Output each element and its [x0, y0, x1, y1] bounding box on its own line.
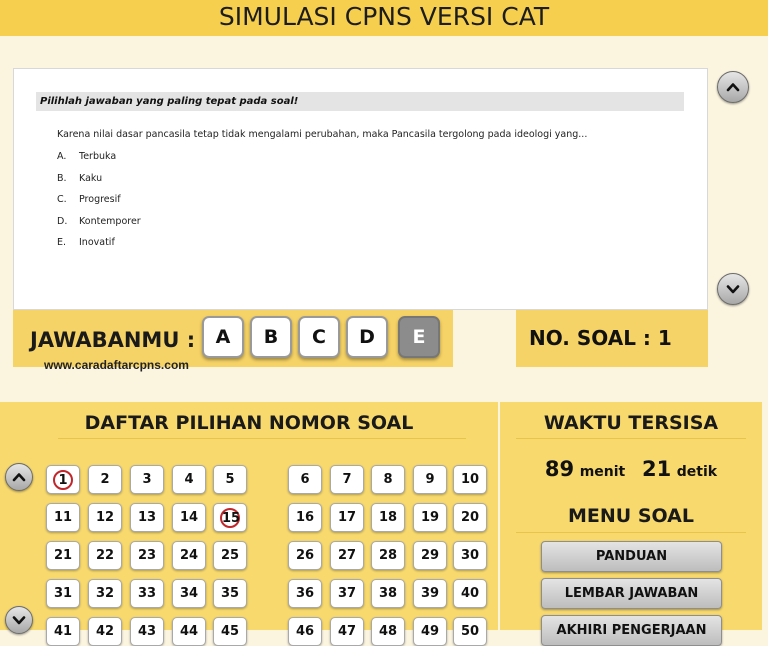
question-number-button[interactable]	[46, 617, 80, 646]
timer-minutes: 89	[544, 457, 575, 481]
question-number-label: 35	[220, 586, 240, 601]
question-text: Karena nilai dasar pancasila tetap tidak mengalami perubahan, maka Pancasila tergolong pada ideologi yang...	[57, 129, 588, 140]
question-number-label: 50	[460, 624, 480, 639]
question-number-button[interactable]	[46, 465, 80, 494]
watermark: www.caradaftarcpns.com	[44, 358, 189, 372]
chevron-down-icon	[725, 281, 741, 297]
question-number-button[interactable]	[213, 465, 247, 494]
question-number-button[interactable]	[172, 465, 206, 494]
question-number-button[interactable]	[413, 617, 447, 646]
question-number-label: 29	[420, 548, 440, 563]
question-number-button[interactable]	[172, 503, 206, 532]
question-number-label: 30	[460, 548, 480, 563]
question-number-label: 43	[137, 624, 157, 639]
question-number-button[interactable]	[130, 579, 164, 608]
question-number-label: 22	[95, 548, 115, 563]
question-number-label: 21	[53, 548, 73, 563]
option-letter: D.	[57, 215, 68, 227]
question-number-label: 27	[337, 548, 357, 563]
question-number-button[interactable]	[413, 503, 447, 532]
option-c	[57, 194, 141, 216]
question-number-button[interactable]	[288, 541, 322, 570]
question-list-title: DAFTAR PILIHAN NOMOR SOAL	[84, 412, 414, 434]
question-number-button[interactable]	[172, 617, 206, 646]
question-number-button[interactable]	[88, 503, 122, 532]
question-number-button[interactable]	[130, 617, 164, 646]
question-number-button[interactable]	[330, 579, 364, 608]
option-text: Kaku	[79, 172, 103, 184]
menu-title: MENU SOAL	[568, 505, 694, 527]
question-number-label: 7	[342, 472, 352, 487]
option-e	[57, 237, 141, 259]
timer-seconds-unit: detik	[676, 464, 718, 480]
answer-button-a[interactable]: A	[202, 316, 244, 358]
question-number-label: 49	[420, 624, 440, 639]
option-text: Terbuka	[79, 151, 117, 162]
question-number-label: 17	[337, 510, 357, 525]
question-number-label: 37	[337, 586, 357, 601]
question-number-button[interactable]	[330, 617, 364, 646]
question-number-button[interactable]	[371, 541, 405, 570]
option-text: Kontemporer	[79, 215, 141, 227]
chevron-up-icon	[725, 79, 741, 95]
question-number-label: 45	[220, 624, 240, 639]
question-number-label: 31	[53, 586, 73, 601]
answer-button-d[interactable]: D	[346, 316, 388, 358]
question-number-button[interactable]	[371, 465, 405, 494]
timer-display	[500, 457, 762, 481]
question-number-button[interactable]	[130, 465, 164, 494]
question-panel	[13, 68, 708, 310]
question-number-label: 23	[137, 548, 157, 563]
question-number-label: 41	[53, 624, 73, 639]
question-number-label: 24	[179, 548, 199, 563]
option-letter: E.	[57, 237, 67, 248]
question-number-button[interactable]	[288, 579, 322, 608]
question-scroll-down-button[interactable]	[717, 273, 749, 305]
timer-title: WAKTU TERSISA	[543, 412, 719, 434]
question-number-button[interactable]	[453, 465, 487, 494]
question-number-button[interactable]	[88, 541, 122, 570]
question-number-label: 3	[142, 472, 152, 487]
question-number-button[interactable]	[46, 541, 80, 570]
question-number-button[interactable]	[88, 465, 122, 494]
list-scroll-down-button[interactable]	[5, 606, 33, 634]
question-number-button[interactable]	[371, 617, 405, 646]
divider	[58, 438, 466, 439]
question-number-button[interactable]	[130, 541, 164, 570]
question-number-label: 46	[295, 624, 315, 639]
list-scroll-up-button[interactable]	[5, 463, 33, 491]
finish-button[interactable]: AKHIRI PENGERJAAN	[541, 615, 722, 646]
timer-minutes-unit: menit	[579, 464, 626, 480]
chevron-up-icon	[11, 469, 27, 485]
question-number-label: 8	[383, 472, 393, 487]
question-number-label: 42	[95, 624, 115, 639]
question-number-label: 32	[95, 586, 115, 601]
question-number-label: 47	[337, 624, 357, 639]
question-number-button[interactable]	[46, 579, 80, 608]
question-number-button[interactable]	[371, 579, 405, 608]
question-number-label: 44	[179, 624, 199, 639]
question-number-label: 16	[295, 510, 315, 525]
question-number-label: 40	[460, 586, 480, 601]
option-letter: A.	[57, 151, 67, 162]
question-number-button[interactable]	[213, 541, 247, 570]
question-number-label: 11	[53, 510, 73, 525]
question-number-button[interactable]	[88, 579, 122, 608]
question-number-button[interactable]	[453, 579, 487, 608]
question-number-button[interactable]	[413, 465, 447, 494]
question-number-label: 10	[460, 472, 480, 487]
guide-button[interactable]: PANDUAN	[541, 541, 722, 572]
question-number-label: 12	[95, 510, 115, 525]
answer-button-c[interactable]: C	[298, 316, 340, 358]
question-number-label: 2	[100, 472, 110, 487]
question-number-label: 26	[295, 548, 315, 563]
question-number-button[interactable]	[288, 465, 322, 494]
app-header	[0, 0, 768, 36]
answer-label: JAWABANMU :	[30, 328, 196, 352]
option-letter: C.	[57, 194, 67, 205]
question-number-label: 20	[460, 510, 480, 525]
question-number-label: 6	[300, 472, 310, 487]
app-title: SIMULASI CPNS VERSI CAT	[218, 2, 550, 31]
side-panel	[500, 402, 762, 638]
question-number-button[interactable]	[213, 579, 247, 608]
question-number-label: 28	[378, 548, 398, 563]
option-letter: B.	[57, 172, 67, 184]
question-number-button[interactable]	[330, 465, 364, 494]
question-number-button[interactable]	[130, 503, 164, 532]
question-number-label: 15	[220, 508, 240, 528]
option-text: Progresif	[79, 194, 121, 205]
question-number-button[interactable]	[172, 541, 206, 570]
question-number-label: 33	[137, 586, 157, 601]
chevron-down-icon	[11, 612, 27, 628]
question-number-button[interactable]	[413, 579, 447, 608]
timer-seconds: 21	[641, 457, 672, 481]
option-b	[57, 173, 141, 195]
question-number-button[interactable]	[371, 503, 405, 532]
question-number-button[interactable]	[453, 503, 487, 532]
question-number-label: 48	[378, 624, 398, 639]
question-number-label: 1	[53, 470, 73, 490]
question-number: NO. SOAL : 1	[516, 310, 708, 367]
divider	[516, 532, 746, 533]
option-text: Inovatif	[79, 237, 115, 248]
answer-button-b[interactable]: B	[250, 316, 292, 358]
question-number-button[interactable]	[88, 617, 122, 646]
answer-sheet-button[interactable]: LEMBAR JAWABAN	[541, 578, 722, 609]
question-number-label: 19	[420, 510, 440, 525]
question-number-label: 36	[295, 586, 315, 601]
question-number-button[interactable]	[453, 541, 487, 570]
question-number-label: 39	[420, 586, 440, 601]
question-number-label: 5	[225, 472, 235, 487]
question-number-button[interactable]	[330, 503, 364, 532]
question-number-label: 38	[378, 586, 398, 601]
question-number-button[interactable]	[330, 541, 364, 570]
question-number-button[interactable]	[213, 617, 247, 646]
question-number-button[interactable]	[453, 617, 487, 646]
option-a	[57, 151, 141, 173]
question-number-label: 34	[179, 586, 199, 601]
answer-button-e[interactable]: E	[398, 316, 440, 358]
question-number-button[interactable]	[288, 617, 322, 646]
option-list	[57, 151, 141, 259]
question-list-panel	[0, 402, 498, 639]
question-number-button[interactable]	[288, 503, 322, 532]
question-number-label: 25	[220, 548, 240, 563]
option-d	[57, 216, 141, 238]
question-number-button[interactable]	[46, 503, 80, 532]
question-number-label: 4	[184, 472, 194, 487]
question-number-button[interactable]	[413, 541, 447, 570]
question-instruction: Pilihlah jawaban yang paling tepat pada soal!	[36, 92, 684, 111]
question-scroll-up-button[interactable]	[717, 71, 749, 103]
question-number-button[interactable]	[172, 579, 206, 608]
question-number-label: 14	[179, 510, 199, 525]
question-number-label: 9	[425, 472, 435, 487]
divider	[516, 438, 746, 439]
question-number-label: 13	[137, 510, 157, 525]
question-number-label: 18	[378, 510, 398, 525]
question-number-button[interactable]	[213, 503, 247, 532]
